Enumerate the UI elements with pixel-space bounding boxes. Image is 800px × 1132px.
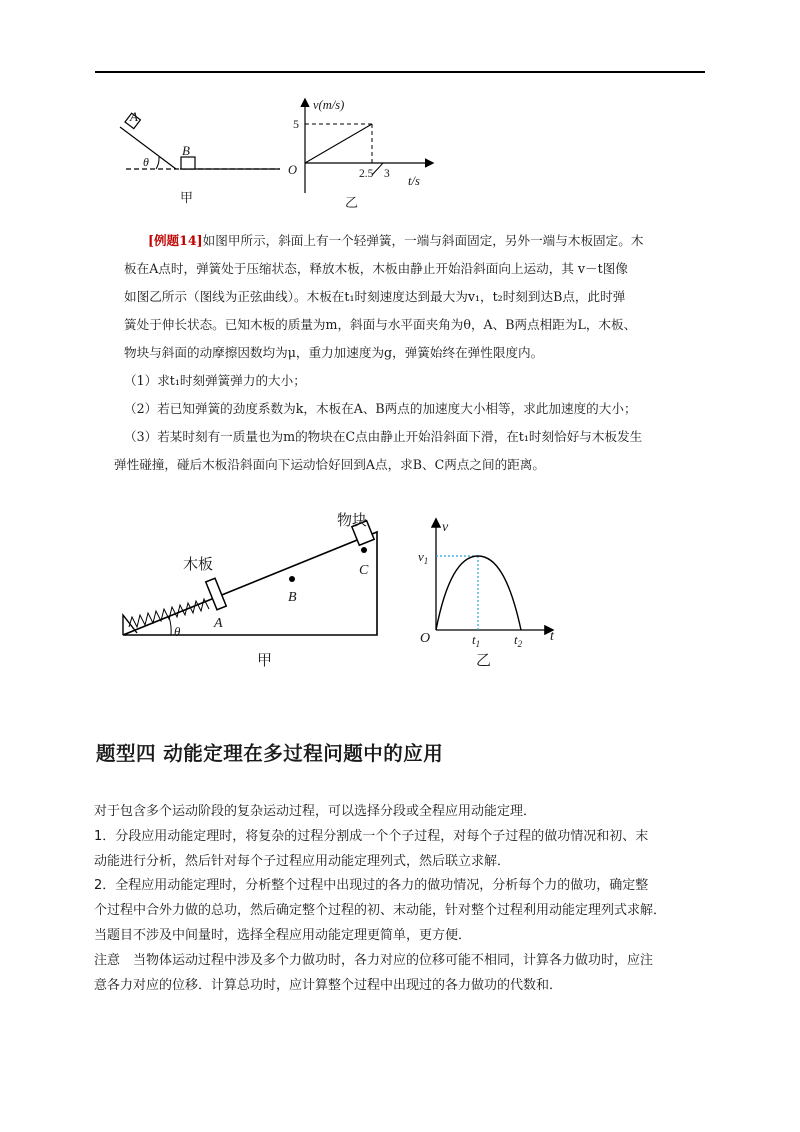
fig2-point-c [361, 547, 367, 553]
fig2-point-b [289, 576, 295, 582]
fig1-x-axis-label: t/s [408, 174, 420, 188]
section-body [94, 800, 710, 998]
fig2-spring [129, 599, 209, 627]
section-line-6: 当题目不涉及中间量时，选择全程应用动能定理更简单，更方便． [94, 927, 472, 943]
example-intro-2: 板在A点时，弹簧处于压缩状态，释放木板，木板由静止开始沿斜面向上运动，其 v－t图像 [124, 261, 628, 276]
fig2-label-c: C [359, 563, 369, 578]
svg-text:t1 [472, 632, 480, 649]
question-2: （2）若已知弹簧的劲度系数为k，木板在A、B两点的加速度大小相等，求此加速度的大小； [124, 401, 637, 416]
fig2-right-caption: 乙 [476, 653, 492, 669]
fig1-label-a: A [130, 109, 138, 124]
fig1-t-tick-1: 2.5 [359, 168, 374, 180]
example-intro [148, 227, 643, 255]
fig2-label-b: B [288, 590, 297, 605]
fig1-t3-tick [372, 163, 383, 175]
fig1-incline-diagram [110, 105, 280, 205]
example-intro-5: 物块与斜面的动摩擦因数均为μ，重力加速度为g，弹簧始终在弹性限度内。 [124, 345, 544, 360]
fig1-angle-arc [156, 157, 159, 169]
fig1-vt-graph [280, 95, 440, 210]
fig2-block-label: 物块 [337, 513, 368, 529]
section-line-5: 个过程中合外力做的总功，然后确定整个过程的初、末动能，针对整个过程利用动能定理列式求解． [94, 903, 667, 919]
svg-text:v1 [418, 549, 428, 566]
fig1-right-caption: 乙 [345, 195, 359, 210]
example-intro-3: 如图乙所示（图线为正弦曲线）。木板在t₁时刻速度达到最大为v₁，t₂时刻到达B点，此时弹 [124, 289, 626, 304]
example-tag: [例题14] [148, 233, 203, 248]
section-line-8: 意各力对应的位移．计算总功时，应计算整个过程中出现过的各力做功的代数和． [94, 977, 563, 993]
fig2-t1-sub: 1 [475, 639, 481, 649]
fig1-block-b [181, 157, 195, 169]
example-intro-4: 簧处于伸长状态。已知木板的质量为m，斜面与水平面夹角为θ，A、B两点相距为L，木板、 [124, 317, 637, 332]
fig2-t1-label: t [472, 632, 476, 647]
fig1-left-caption: 甲 [180, 190, 194, 205]
fig2-v1-sub: 1 [423, 556, 429, 566]
fig1-velocity-line [305, 124, 372, 163]
fig2-origin: O [420, 631, 431, 646]
header-rule [95, 71, 705, 73]
fig2-vt-graph [412, 515, 572, 670]
fig1-label-theta: θ [143, 155, 149, 169]
fig2-label-theta: θ [174, 624, 181, 639]
example-intro-line-1: 如图甲所示，斜面上有一个轻弹簧，一端与斜面固定，另外一端与木板固定。木 [202, 233, 644, 248]
fig1-label-b: B [182, 143, 190, 158]
fig1-origin: O [288, 163, 298, 177]
fig2-y-axis-label: v [442, 520, 449, 535]
section-line-2: 1．分段应用动能定理时，将复杂的过程分割成一个个子过程，对每个子过程的做功情况和初、末 [94, 828, 649, 844]
fig2-incline-diagram [115, 505, 390, 670]
fig2-left-caption: 甲 [257, 653, 273, 669]
fig2-v1-label: v [418, 549, 424, 564]
question-1: （1）求t₁时刻弹簧弹力的大小； [124, 373, 306, 388]
fig2-x-axis-label: t [550, 629, 554, 644]
fig1-t-tick-2: 3 [384, 168, 390, 180]
fig2-t2-label: t [514, 632, 518, 647]
fig1-v-tick: 5 [293, 117, 299, 131]
fig2-label-a: A [214, 616, 223, 631]
section-title: 题型四 动能定理在多过程问题中的应用 [96, 742, 444, 765]
fig2-angle-arc [169, 617, 171, 635]
question-3-line-1: （3）若某时刻有一质量也为m的物块在C点由静止开始沿斜面下滑，在t₁时刻恰好与木板发生 [124, 429, 643, 444]
fig2-plank-label: 木板 [183, 557, 214, 573]
section-line-7: 注意 当物体运动过程中涉及多个力做功时，各力对应的位移可能不相同，计算各力做功时，应注 [94, 952, 654, 968]
section-line-3: 动能进行分析，然后针对每个子过程应用动能定理列式，然后联立求解． [94, 853, 511, 869]
section-line-4: 2．全程应用动能定理时，分析整个过程中出现过的各力的做功情况，分析每个力的做功，确定整 [94, 878, 649, 894]
fig2-t2-sub: 2 [517, 639, 523, 649]
section-line-1: 对于包含多个运动阶段的复杂运动过程，可以选择分段或全程应用动能定理． [94, 804, 537, 819]
svg-text:t2 [514, 632, 523, 649]
fig1-y-axis-label: v(m/s) [313, 98, 345, 112]
question-3-line-2: 弹性碰撞，碰后木板沿斜面向下运动恰好回到A点，求B、C两点之间的距离。 [114, 457, 545, 472]
